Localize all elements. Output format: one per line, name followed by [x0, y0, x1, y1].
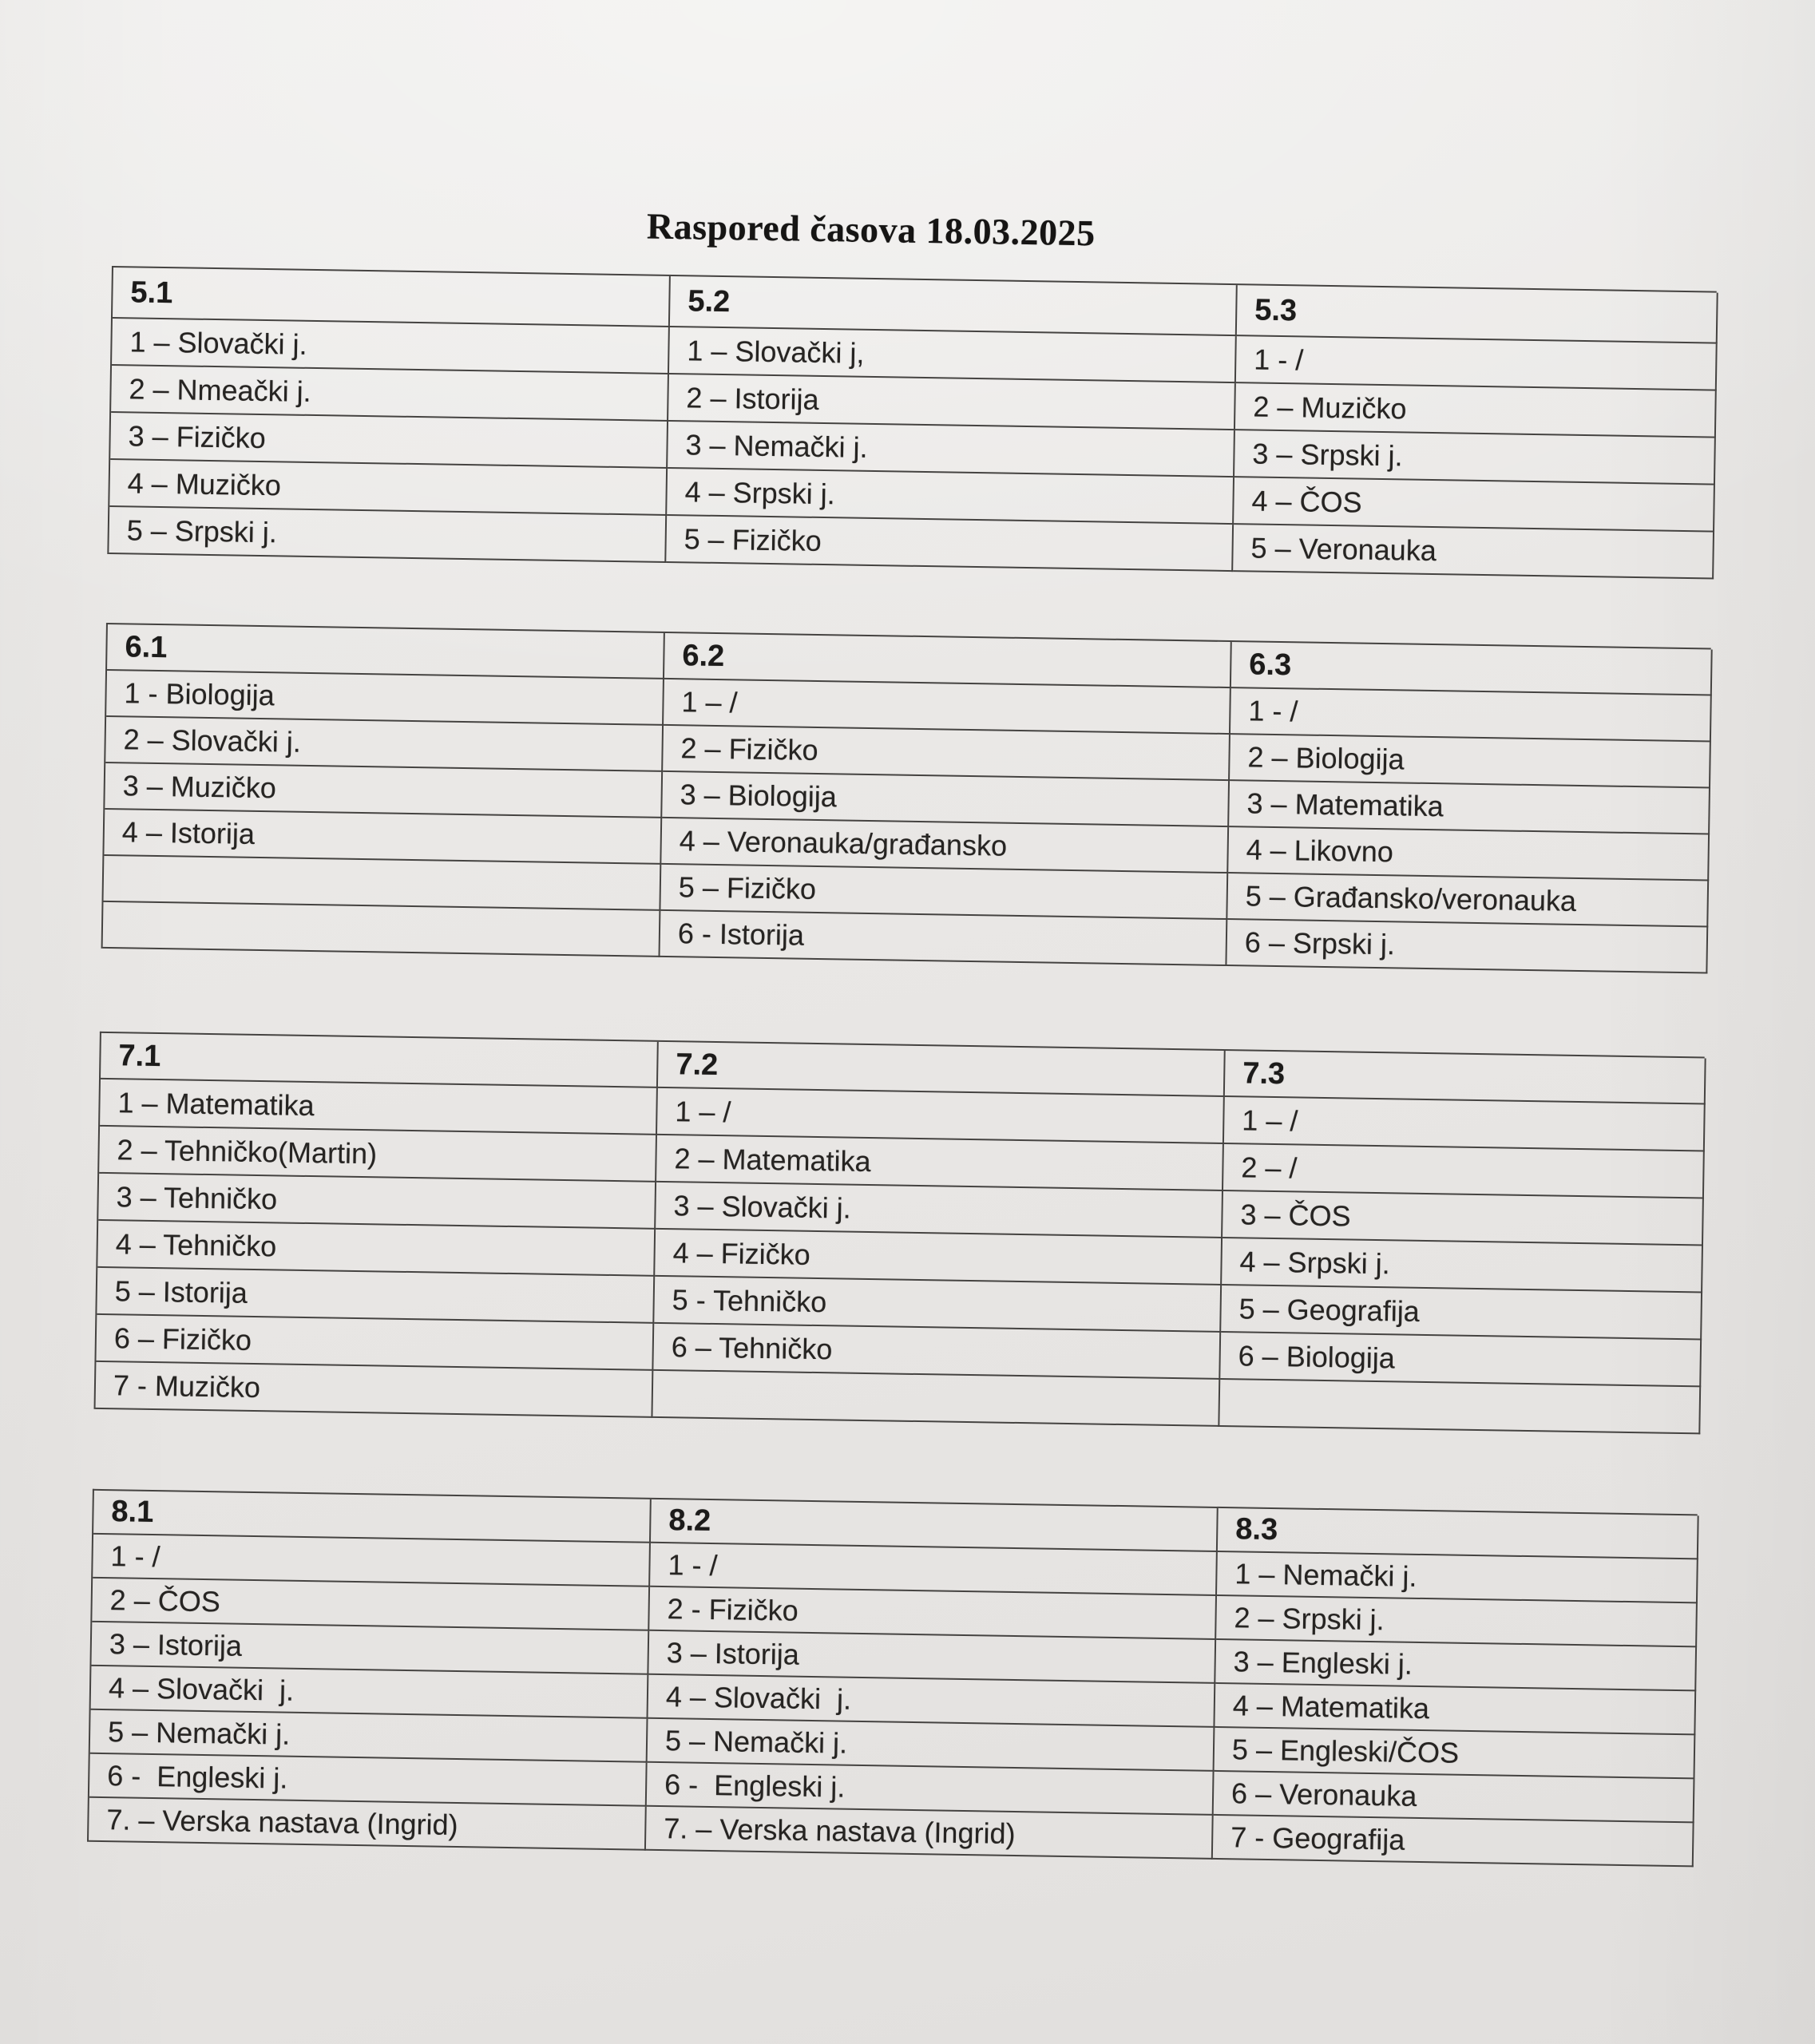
- schedule-cell: 6 – Srpski j.: [1227, 920, 1708, 973]
- schedule-cell: 2 – Fizičko: [663, 726, 1230, 781]
- schedule-cell: 3 – Istorija: [91, 1622, 649, 1675]
- schedule-cell: 4 – Likovno: [1228, 827, 1710, 881]
- schedule-cell: 6 – Tehničko: [653, 1324, 1221, 1380]
- schedule-cell: 2 – ČOS: [92, 1579, 650, 1631]
- class-header-6.3: 6.3: [1231, 642, 1713, 695]
- schedule-cell: 1 – Matematika: [100, 1079, 658, 1135]
- schedule-cell: 6 - Engleski j.: [647, 1763, 1215, 1816]
- schedule-cell: 4 – Slovački j.: [91, 1666, 649, 1719]
- schedule-cell: 2 – Biologija: [1230, 735, 1711, 788]
- schedule-cell: 5 – Fizičko: [666, 516, 1234, 572]
- schedule-cell: 1 – /: [664, 679, 1231, 735]
- schedule-cell: 4 – Srpski j.: [667, 469, 1234, 525]
- class-header-8.3: 8.3: [1218, 1508, 1699, 1559]
- schedule-cell: 5 – Fizičko: [660, 865, 1228, 920]
- class-header-7.3: 7.3: [1225, 1051, 1706, 1104]
- schedule-cell: 5 - Tehničko: [654, 1277, 1222, 1333]
- schedule-cell: 5 – Građansko/veronauka: [1227, 873, 1709, 927]
- schedule-cell: 7. – Verska nastava (Ingrid): [89, 1798, 647, 1851]
- schedule-cell: 6 – Veronauka: [1214, 1772, 1695, 1823]
- schedule-cell: 3 – Engleski j.: [1215, 1640, 1697, 1691]
- schedule-cell: [103, 902, 661, 957]
- schedule-cell: 1 – /: [657, 1088, 1225, 1144]
- schedule-cell: 1 – Slovački j.: [112, 319, 670, 374]
- schedule-table-grade-7: [94, 1032, 1705, 1435]
- class-header-8.1: 8.1: [93, 1491, 652, 1543]
- schedule-cell: 5 – Veronauka: [1233, 525, 1714, 579]
- schedule-cell: 2 – Muzičko: [1235, 383, 1717, 438]
- schedule-cell: 4 – Tehničko: [97, 1221, 656, 1277]
- schedule-cell: 2 – Matematika: [656, 1135, 1224, 1191]
- schedule-cell: 1 – /: [1224, 1097, 1706, 1151]
- schedule-cell: 5 – Srpski j.: [109, 507, 667, 563]
- schedule-cell: 2 – Istorija: [668, 374, 1236, 430]
- schedule-cell: 4 – Fizičko: [655, 1230, 1223, 1285]
- schedule-cell: 4 – Istorija: [104, 810, 662, 865]
- schedule-cell: [103, 856, 661, 911]
- class-header-5.3: 5.3: [1237, 285, 1718, 343]
- schedule-cell: 5 – Geografija: [1221, 1285, 1702, 1340]
- schedule-cell: 1 - /: [650, 1543, 1218, 1596]
- schedule-cell: 4 – ČOS: [1234, 477, 1715, 532]
- schedule-cell: 5 – Engleski/ČOS: [1215, 1728, 1696, 1779]
- schedule-cell: 1 - /: [93, 1535, 651, 1587]
- schedule-cell: 2 – Tehničko(Martin): [99, 1127, 657, 1182]
- schedule-cell: 2 – Srpski j.: [1216, 1596, 1698, 1647]
- schedule-cell: 3 – Muzičko: [105, 763, 663, 818]
- schedule-cell: 2 – Slovački j.: [105, 717, 664, 772]
- schedule-cell: 3 – Nemački j.: [668, 422, 1235, 477]
- schedule-cell: 6 – Biologija: [1220, 1333, 1702, 1387]
- schedule-cell: 6 - Istorija: [660, 911, 1227, 966]
- class-header-6.2: 6.2: [664, 633, 1232, 688]
- schedule-cell: 5 – Nemački j.: [90, 1710, 648, 1763]
- schedule-cell: 4 – Srpski j.: [1222, 1238, 1703, 1293]
- schedule-cell: 6 – Fizičko: [96, 1315, 654, 1371]
- schedule-cell: 7 - Muzičko: [96, 1362, 654, 1418]
- schedule-cell: 3 – Slovački j.: [656, 1182, 1223, 1238]
- schedule-cell: 7 - Geografija: [1213, 1816, 1694, 1867]
- schedule-cell: 4 – Veronauka/građansko: [661, 818, 1229, 873]
- schedule-table-grade-6: [101, 623, 1711, 974]
- schedule-cell: 3 – Biologija: [662, 772, 1230, 827]
- schedule-cell: 1 – Slovački j,: [669, 327, 1237, 383]
- schedule-cell: 3 – Istorija: [648, 1631, 1216, 1684]
- schedule-cell: 1 - Biologija: [106, 671, 664, 726]
- class-header-7.2: 7.2: [658, 1042, 1226, 1097]
- class-header-6.1: 6.1: [107, 624, 665, 679]
- class-header-5.2: 5.2: [670, 276, 1238, 336]
- schedule-cell: 3 – Matematika: [1229, 781, 1710, 834]
- class-header-8.2: 8.2: [651, 1499, 1219, 1552]
- schedule-cell: 2 – Nmeački j.: [111, 366, 669, 422]
- schedule-cell: 3 – ČOS: [1223, 1191, 1704, 1246]
- schedule-cell: [1219, 1380, 1701, 1434]
- schedule-cell: 7. – Verska nastava (Ingrid): [646, 1807, 1214, 1860]
- schedule-cell: 3 – Srpski j.: [1234, 430, 1716, 485]
- schedule-cell: 6 - Engleski j.: [89, 1754, 648, 1807]
- document-title: Raspored časova 18.03.2025: [646, 205, 1096, 254]
- schedule-cell: 5 – Nemački j.: [648, 1719, 1215, 1772]
- schedule-cell: 1 - /: [1236, 336, 1718, 390]
- schedule-cell: 4 – Slovački j.: [648, 1675, 1215, 1728]
- schedule-cell: 4 – Matematika: [1215, 1684, 1696, 1735]
- schedule-cell: 1 - /: [1230, 688, 1712, 742]
- schedule-cell: 2 - Fizičko: [649, 1587, 1217, 1640]
- schedule-cell: 2 – /: [1223, 1144, 1705, 1198]
- schedule-cell: 5 – Istorija: [97, 1268, 655, 1324]
- schedule-table-grade-8: [87, 1489, 1698, 1868]
- schedule-cell: 3 – Fizičko: [110, 413, 668, 469]
- schedule-cell: 1 – Nemački j.: [1217, 1552, 1698, 1603]
- schedule-cell: 4 – Muzičko: [109, 460, 668, 516]
- schedule-cell: [652, 1371, 1220, 1427]
- class-header-5.1: 5.1: [113, 267, 671, 327]
- schedule-cell: 3 – Tehničko: [98, 1174, 656, 1230]
- class-header-7.1: 7.1: [101, 1033, 659, 1088]
- schedule-table-grade-5: [107, 266, 1716, 580]
